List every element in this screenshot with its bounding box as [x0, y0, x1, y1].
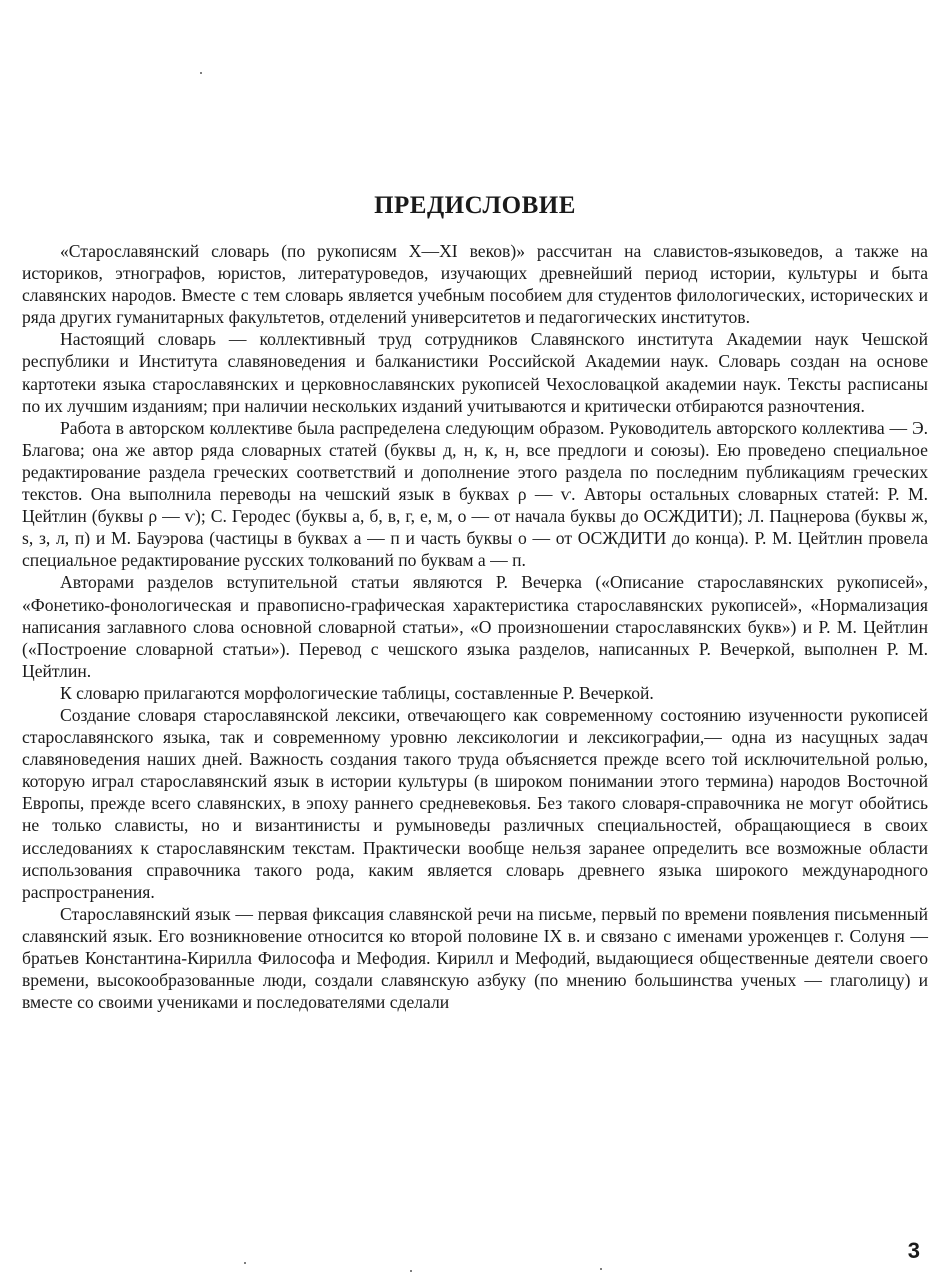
page-number: 3: [907, 1238, 920, 1263]
paragraph: Работа в авторском коллективе была распределена следующим образом. Руководитель авторского коллектива — Э. Благова; она же автор ряда словарных статей (буквы д, н, к, н, все предлоги и союзы). Ею проведено специальное редактирование раздела греческих соответствий и дополнение этого раздела по последним публикациям греческих текстов. Она выполнила переводы на чешский язык в буквах ρ — ѵ. Авторы остальных словарных статей: Р. М. Цейтлин (буквы ρ — ѵ); С. Геродес (буквы а, б, в, г, е, м, о — от начала буквы до ОСЖДИТИ); Л. Пацнерова (буквы ж, ѕ, з, л, п) и М. Бауэрова (частицы в буквах а — п и часть буквы о — от ОСЖДИТИ до конца). Р. М. Цейтлин провела специальное редактирование русских толкований по буквам а — п.: [22, 417, 928, 571]
scan-speck: [244, 1262, 246, 1264]
scan-speck: [410, 1270, 412, 1272]
page-title: ПРЕДИСЛОВИЕ: [374, 192, 576, 219]
preface-body: [22, 240, 928, 1013]
paragraph: Авторами разделов вступительной статьи являются Р. Вечерка («Описание старославянских рукописей», «Фонетико-фонологическая и правописно-графическая характеристика старославянских рукописей», «Нормализация написания заглавного слова основной словарной статьи», «О произношении старославянских букв») и Р. М. Цейтлин («Построение словарной статьи»). Перевод с чешского языка разделов, написанных Р. Вечеркой, выполнен Р. М. Цейтлин.: [22, 572, 928, 681]
paragraph: Старославянский язык — первая фиксация славянской речи на письме, первый по времени появления письменный славянский язык. Его возникновение относится ко второй половине IX в. и связано с именами уроженцев г. Солуня — братьев Константина-Кирилла Философа и Мефодия. Кирилл и Мефодий, выдающиеся общественные деятели своего времени, высокообразованные люди, создали славянскую азбуку (по мнению большинства ученых — глаголицу) и вместе со своими учениками и последователями сделали: [22, 903, 928, 1013]
paragraph: «Старославянский словарь (по рукописям X—XI веков)» рассчитан на славистов-языковедов, а также на историков, этнографов, юристов, литературоведов, изучающих древнейший период истории, культуры и быта славянских народов. Вместе с тем словарь является учебным пособием для студентов филологических, исторических и ряда других гуманитарных факультетов, отделений университетов и педагогических институтов.: [22, 241, 928, 328]
document-page: [22, 0, 928, 1277]
paragraph: Настоящий словарь — коллективный труд сотрудников Славянского института Академии наук Чешской республики и Института славяноведения и балканистики Российской Академии наук. Словарь создан на основе картотеки языка старославянских и церковнославянских рукописей Чехословацкой академии наук. Тексты расписаны по их лучшим изданиям; при наличии нескольких изданий учитываются и критически отбираются разночтения.: [22, 329, 928, 416]
scan-speck: [200, 72, 202, 74]
paragraph: К словарю прилагаются морфологические таблицы, составленные Р. Вечеркой.: [60, 682, 654, 703]
paragraph: Создание словаря старославянской лексики, отвечающего как современному состоянию изученности рукописей старославянского языка, так и современному уровню лексикологии и лексикографии,— одна из насущных задач славяноведения наших дней. Важность создания такого труда объясняется прежде всего той исключительной ролью, которую играл старославянский язык в истории культуры (в широком понимании этого термина) народов Восточной Европы, прежде всего славянских, в эпоху раннего средневековья. Без такого словаря-справочника не могут обойтись не только слависты, но и византинисты и румыноведы различных специальностей, обращающиеся в своих исследованиях к старославянским текстам. Практически вообще нельзя заранее определить все возможные области использования справочника такого рода, каким является словарь древнего языка широкого международного распространения.: [22, 704, 928, 902]
scan-speck: [600, 1268, 602, 1270]
